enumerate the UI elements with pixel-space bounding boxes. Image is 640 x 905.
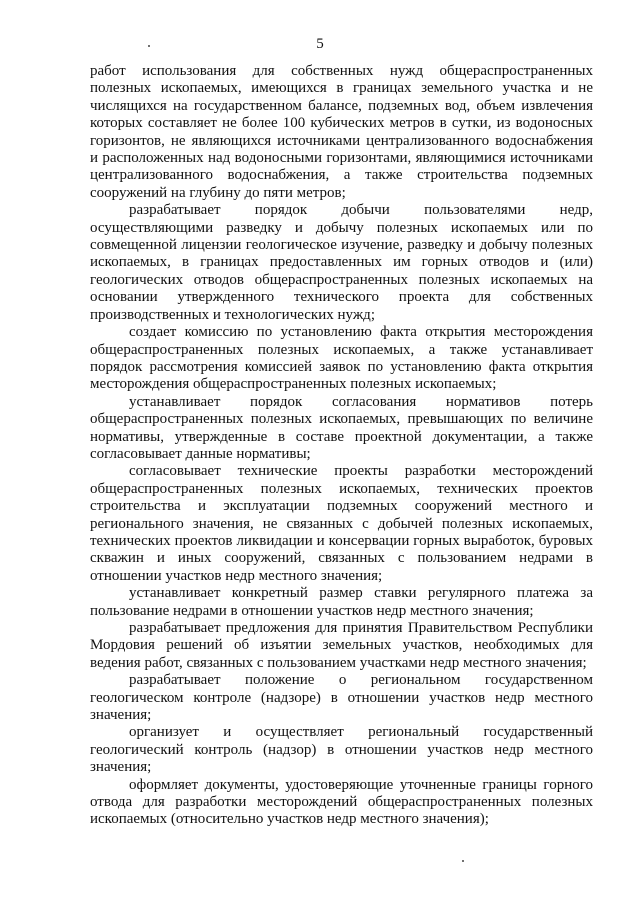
paragraph-land-withdrawal: разрабатывает предложения для принятия Правительством Республики Мордовия решений об изъятии земельных участков, необходимых для ведения работ, связанных с пользованием участками недр местного значения;: [90, 620, 593, 671]
scan-speck: [148, 45, 150, 47]
paragraph-control-execution: организует и осуществляет региональный государственный геологический контроль (надзор) в отношении участков недр местного значения;: [90, 724, 593, 776]
paragraph-mining-allotment: оформляет документы, удостоверяющие уточненные границы горного отвода для разработки месторождений общераспространенных полезных ископаемых (относительно участков недр местного значения);: [90, 776, 593, 828]
scan-speck: [462, 860, 464, 862]
paragraph-technical-projects: согласовывает технические проекты разработки месторождений общераспространенных полезных ископаемых, технических проектов строительства и эксплуатации подземных сооружений местного и регионального значения, не связанных с добычей полезных ископаемых, технических проектов ликвидации и консервации горных выработок, буровых скважин и иных сооружений, связанных с пользованием недрами в отношении участков недр местного значения;: [90, 463, 593, 584]
paragraph-extraction-procedure: разрабатывает порядок добычи пользователями недр, осуществляющими разведку и добычу полезных ископаемых или по совмещенной лицензии геологическое изучение, разведку и добычу полезных ископаемых, в границах предоставленных им горных отводов и (или) геологических отводов общераспространенных полезных ископаемых на основании утвержденного технического проекта для собственных производственных и технологических нужд;: [90, 202, 593, 323]
page-number: 5: [316, 36, 324, 52]
paragraph-discovery-commission: создает комиссию по установлению факта открытия месторождения общераспространенных полезных ископаемых, а также устанавливает порядок рассмотрения комиссией заявок по установлению факта открытия месторождения общераспространенных полезных ископаемых;: [90, 324, 593, 393]
paragraph-payment-rate: устанавливает конкретный размер ставки регулярного платежа за пользование недрами в отношении участков недр местного значения;: [90, 585, 593, 619]
document-body: [90, 63, 593, 829]
paragraph-continuation: работ использования для собственных нужд общераспространенных полезных ископаемых, имеющихся в границах земельного участка и не числящихся на государственном балансе, подземных вод, объем извлечения которых составляет не более 100 кубических метров в сутки, из водоносных горизонтов, не являющихся источниками централизованного водоснабжения и расположенных над водоносными горизонтами, являющимися источниками централизованного водоснабжения, а также строительства подземных сооружений на глубину до пяти метров;: [90, 63, 593, 201]
paragraph-control-regulation: разрабатывает положение о региональном государственном геологическом контроле (надзоре) в отношении участков недр местного значения;: [90, 672, 593, 724]
paragraph-loss-standards: устанавливает порядок согласования нормативов потерь общераспространенных полезных ископаемых, превышающих по величине нормативы, утвержденные в составе проектной документации, а также согласовывает данные нормативы;: [90, 393, 593, 462]
